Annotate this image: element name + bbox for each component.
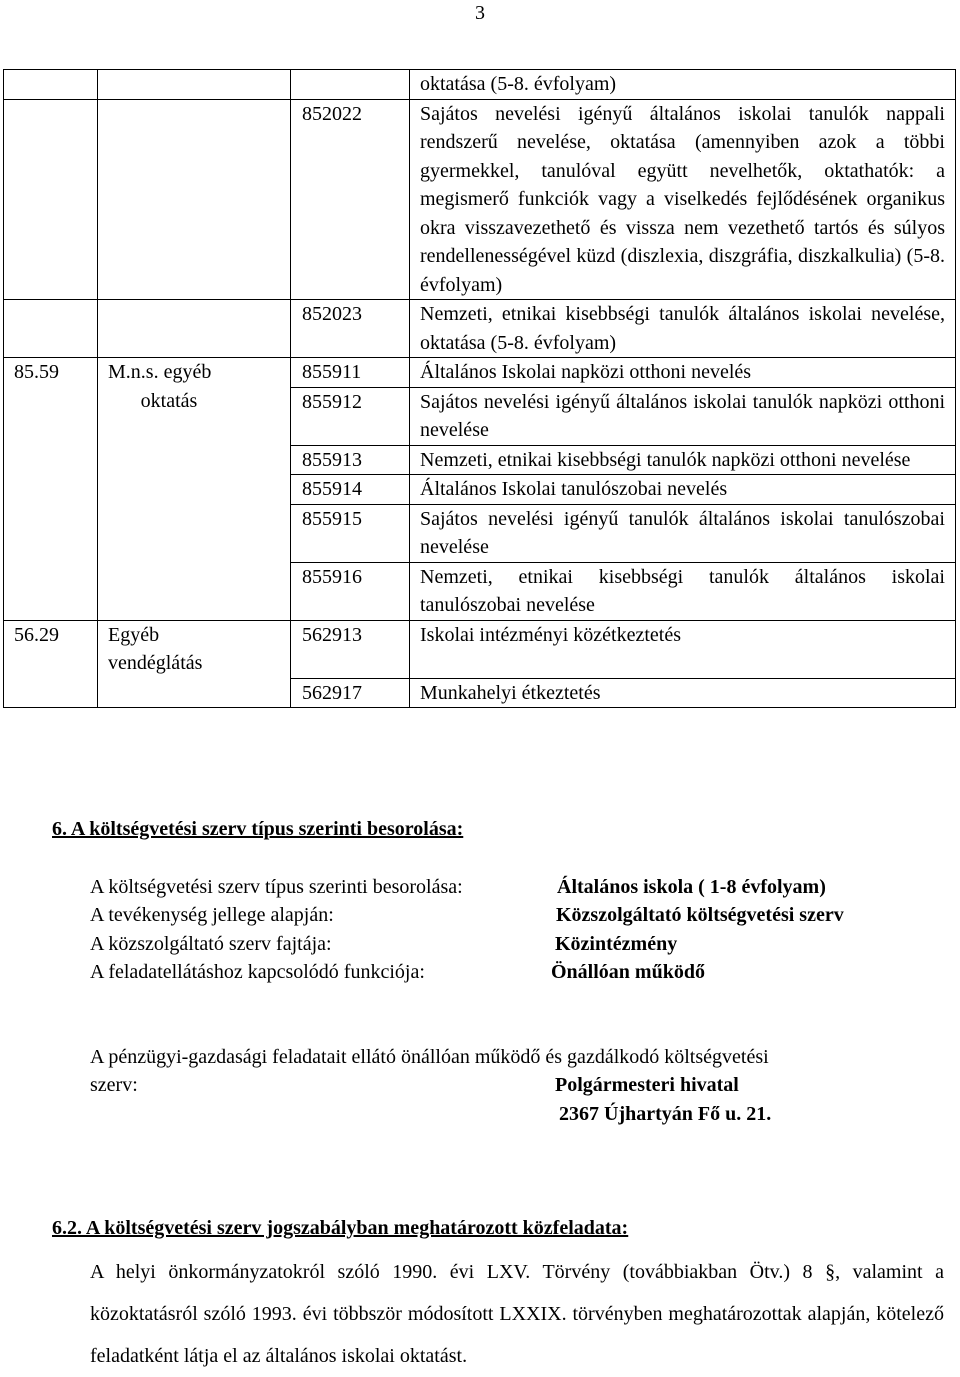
finance-label-line: szerv: Polgármesteri hivatal [90,1074,739,1096]
activity-code: 855913 [291,445,410,475]
classification-row [90,904,844,927]
finance-label-line: A pénzügyi-gazdasági feladatait ellátó önállóan működő és gazdálkodó költségvetési [90,1046,769,1068]
table-row [4,358,956,388]
group-code: 56.29 [4,620,98,708]
classification-row [90,933,678,956]
group-name-cell [98,99,291,300]
group-name-line: oktatás [140,389,198,412]
activity-code: 855911 [291,358,410,388]
activity-description: Iskolai intézményi közétkeztetés [410,620,956,678]
activity-code: 562913 [291,620,410,678]
classification-value: Közszolgáltató költségvetési szerv [556,904,844,926]
classification-value: Önállóan működő [551,961,705,983]
group-name [98,358,291,621]
activity-description: Nemzeti, etnikai kisebbségi tanulók napközi otthoni nevelése [410,445,956,475]
table-row [4,620,956,678]
activity-description: Nemzeti, etnikai kisebbségi tanulók általános iskolai nevelése, oktatása (5-8. évfolyam) [410,300,956,358]
group-name [98,620,291,708]
activity-description: Sajátos nevelési igényű tanulók általános iskolai tanulószobai nevelése [410,504,956,562]
activity-description: Általános Iskolai tanulószobai nevelés [410,475,956,505]
table-row [4,99,956,300]
group-code-cell [4,70,98,100]
activity-code: 855915 [291,504,410,562]
group-name-line: Egyéb [108,623,160,646]
activity-code: 855914 [291,475,410,505]
public-task-paragraph: A helyi önkormányzatokról szóló 1990. évi LXV. Törvény (továbbiakban Ötv.) 8 §, valamint a közoktatásról szóló 1993. évi többször módosított LXXIX. törvényben meghatározottak alapján, kötelező feladatként látja el az általános iskolai oktatást. [90,1261,944,1367]
finance-address: 2367 Újhartyán Fő u. 21. [559,1103,772,1125]
activity-description: Sajátos nevelési igényű általános iskolai tanulók nappali rendszerű nevelése, oktatása (amennyiben azok a többi gyermekkel, tanulóval együtt nevelhetők, oktathatók: a megismerő funkciók vagy a viselkedés fejlődésének organikus okra visszavezethető és vissza nem vezethető tartós és súlyos rendellenességével küzd (diszlexia, diszgráfia, diszkalkulia) (5-8. évfolyam) [410,99,956,300]
activity-description: Általános Iskolai napközi otthoni nevelés [410,358,956,388]
activity-description: oktatása (5-8. évfolyam) [410,70,956,100]
classification-value: Közintézmény [555,933,678,955]
activity-description: Sajátos nevelési igényű általános iskolai tanulók napközi otthoni nevelése [410,387,956,445]
activity-code: 852022 [291,99,410,300]
finance-name: Polgármesteri hivatal [555,1074,739,1096]
group-code-cell [4,99,98,300]
table-row [4,70,956,100]
activity-code-table [3,69,956,708]
section-6-2-heading: 6.2. A költségvetési szerv jogszabályban meghatározott közfeladata: [52,1217,629,1239]
classification-label: A közszolgáltató szerv fajtája: [90,933,332,955]
activity-code: 855912 [291,387,410,445]
section-6-heading: 6. A költségvetési szerv típus szerinti besorolása: [52,818,464,840]
group-name-cell [98,300,291,358]
classification-row [90,876,826,899]
activity-description: Munkahelyi étkeztetés [410,678,956,708]
group-name-cell [98,70,291,100]
classification-label: A költségvetési szerv típus szerinti besorolása: [90,876,463,898]
activity-description: Nemzeti, etnikai kisebbségi tanulók általános iskolai tanulószobai nevelése [410,562,956,620]
group-name-line: M.n.s. egyéb [108,361,212,383]
page-number: 3 [475,2,485,24]
table-row [4,300,956,358]
classification-row [90,961,705,984]
activity-code: 852023 [291,300,410,358]
classification-value: Általános iskola ( 1-8 évfolyam) [557,876,826,898]
group-code-cell [4,300,98,358]
classification-label: A tevékenység jellege alapján: [90,904,334,926]
classification-label: A feladatellátáshoz kapcsolódó funkciója: [90,961,425,983]
activity-code [291,70,410,100]
activity-code: 855916 [291,562,410,620]
group-name-line: vendéglátás [108,652,203,674]
activity-code: 562917 [291,678,410,708]
group-code: 85.59 [4,358,98,621]
